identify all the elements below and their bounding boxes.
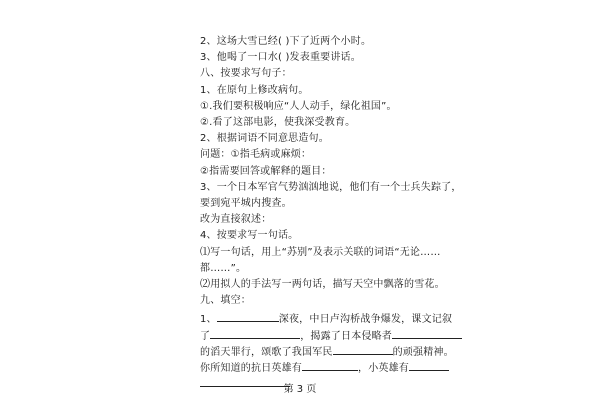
text-line: ⑵用拟人的手法写一两句话，描写天空中飘落的雪花。 bbox=[200, 279, 445, 290]
fill-prefix: 了 bbox=[200, 330, 211, 342]
text-line: 都……”。 bbox=[200, 262, 247, 274]
page-number: 第 3 页 bbox=[283, 384, 317, 395]
answer-blank[interactable] bbox=[392, 328, 462, 339]
fill-suffix: ，揭露了日本侵略者 bbox=[300, 330, 393, 342]
fill-line bbox=[200, 328, 462, 343]
text-line: 问题：①指毛病或麻烦： bbox=[200, 149, 312, 161]
text-line: 3、他喝了一口水( )发表重要讲话。 bbox=[200, 52, 361, 64]
text-line: 4、按要求写一句话。 bbox=[200, 230, 299, 242]
answer-blank[interactable] bbox=[210, 328, 300, 339]
text-line: ⑴写一句话，用上“苏别”及表示关联的词语“无论…… bbox=[200, 246, 441, 258]
text-line: 3、一个日本军官气势汹汹地说，他们有一个士兵失踪了， bbox=[200, 181, 462, 193]
text-line: 要到宛平城内搜查。 bbox=[200, 198, 292, 209]
fill-prefix: 1、 bbox=[200, 314, 217, 326]
fill-suffix: 深夜，中日卢沟桥战争爆发，课文记叙 bbox=[278, 314, 453, 326]
text-line: 2、根据词语不同意思造句。 bbox=[200, 133, 329, 145]
text-line: ②.看了这部电影，使我深受教育。 bbox=[200, 117, 356, 128]
section-heading: 八、按要求写句子： bbox=[200, 68, 292, 80]
text-line: ②指需要回答或解释的题目： bbox=[200, 165, 332, 177]
text-line: 2、这场大雪已经( )下了近两个小时。 bbox=[200, 36, 372, 47]
answer-blank[interactable] bbox=[409, 360, 449, 371]
answer-blank[interactable] bbox=[333, 344, 393, 355]
fill-text: 的顽强精神。 bbox=[392, 346, 454, 358]
answer-blank[interactable] bbox=[217, 311, 279, 322]
text-line: 改为直接叙述： bbox=[200, 214, 272, 226]
fill-text: 的滔天罪行，颂歌了我国军民 bbox=[200, 346, 333, 358]
fill-line bbox=[200, 344, 454, 359]
answer-blank[interactable] bbox=[302, 360, 358, 371]
fill-prefix: 你所知道的抗日英雄有 bbox=[200, 363, 302, 374]
text-line: 1、在原句上修改病句。 bbox=[200, 84, 309, 96]
text-line: ①.我们要积极响应“人人动手，绿化祖国”。 bbox=[200, 100, 397, 112]
fill-suffix: ，小英雄有 bbox=[358, 363, 409, 374]
section-heading: 九、填空： bbox=[200, 295, 251, 307]
fill-line bbox=[200, 311, 452, 326]
fill-line bbox=[200, 360, 449, 375]
